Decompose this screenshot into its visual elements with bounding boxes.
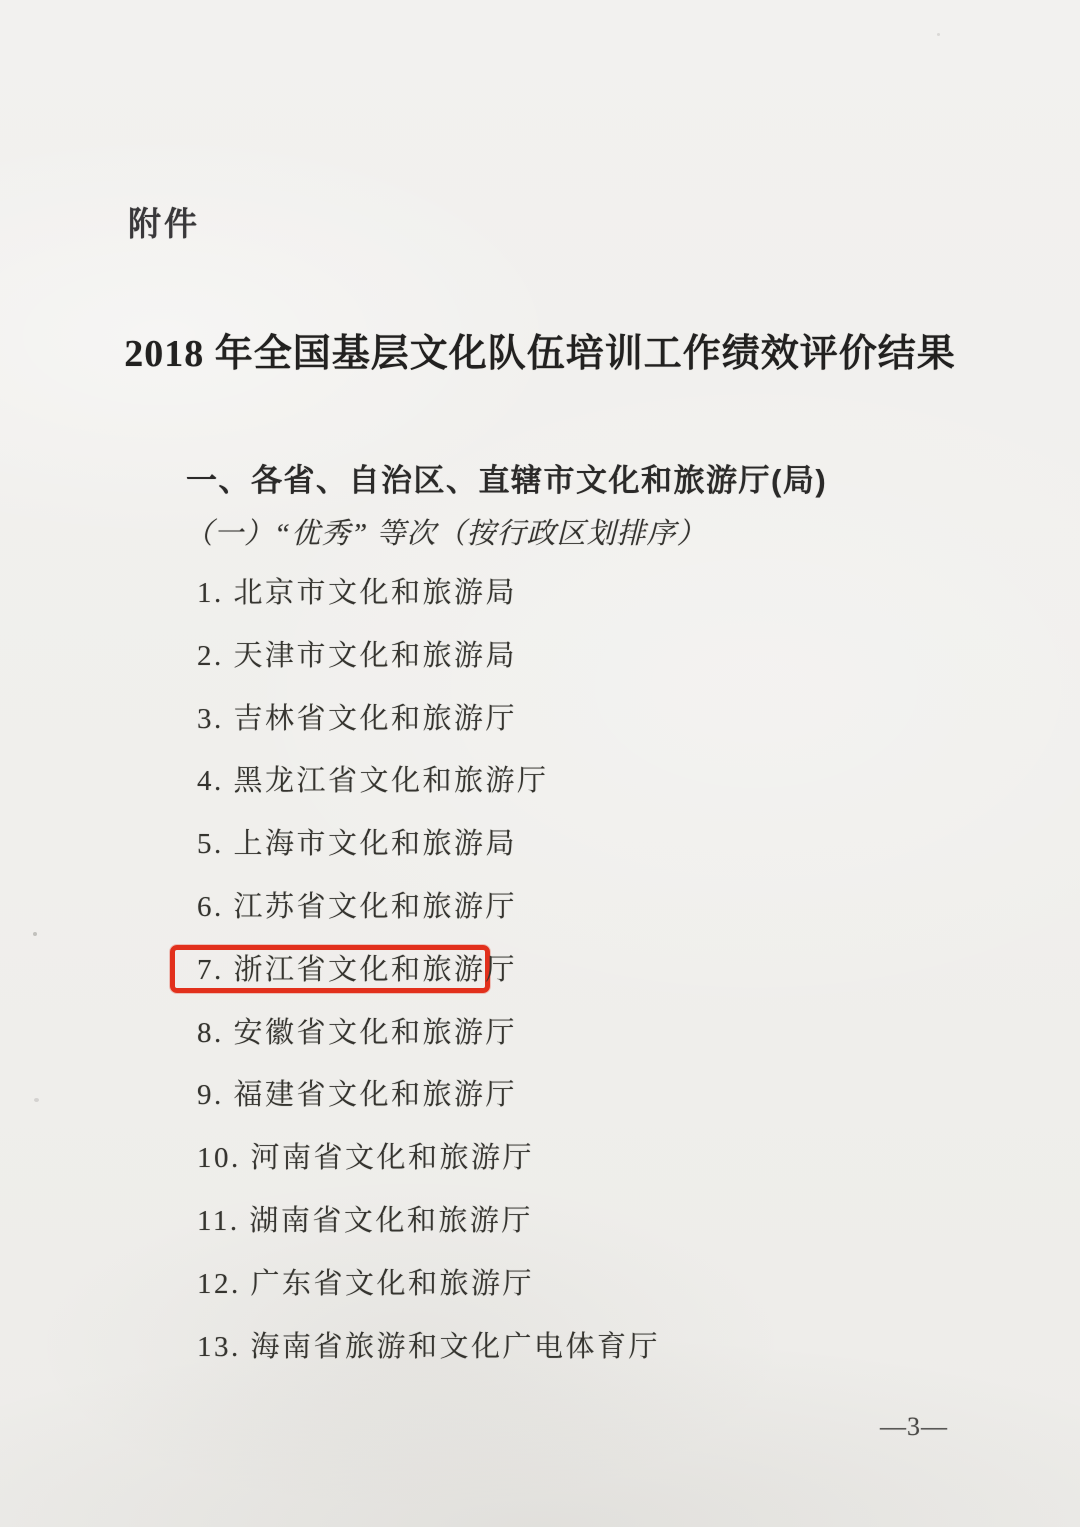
list-item-10 bbox=[197, 1143, 897, 1206]
subsection-heading: （一）“优秀” 等次（按行政区划排序） bbox=[184, 518, 707, 550]
scan-speck bbox=[937, 33, 940, 36]
list-item-text: 7. 浙江省文化和旅游厅 bbox=[197, 953, 518, 986]
list-item-2 bbox=[197, 641, 897, 704]
list-item-text: 13. 海南省旅游和文化广电体育厅 bbox=[197, 1330, 661, 1363]
list-item-7-highlighted bbox=[197, 955, 897, 1018]
attachment-label: 附件 bbox=[128, 205, 200, 242]
list-item-9 bbox=[197, 1080, 897, 1143]
list-item-text: 12. 广东省文化和旅游厅 bbox=[197, 1267, 535, 1300]
list-item-4 bbox=[197, 766, 897, 829]
document-title: 2018 年全国基层文化队伍培训工作绩效评价结果 bbox=[124, 333, 956, 375]
list-item-text: 3. 吉林省文化和旅游厅 bbox=[197, 702, 518, 735]
section-heading: 一、各省、自治区、直辖市文化和旅游厅(局) bbox=[186, 463, 828, 498]
list-item-3 bbox=[197, 704, 897, 767]
list-item-text: 11. 湖南省文化和旅游厅 bbox=[197, 1204, 533, 1237]
list-item-1 bbox=[197, 578, 897, 641]
page-number: —3— bbox=[880, 1412, 948, 1441]
list-item-text: 1. 北京市文化和旅游局 bbox=[197, 577, 518, 609]
list-item-text: 10. 河南省文化和旅游厅 bbox=[197, 1142, 535, 1175]
list-item-text: 5. 上海市文化和旅游局 bbox=[197, 828, 518, 861]
list-item-5 bbox=[197, 829, 897, 892]
list-item-8 bbox=[197, 1018, 897, 1081]
list-item-12 bbox=[197, 1269, 897, 1332]
list-item-text: 8. 安徽省文化和旅游厅 bbox=[197, 1016, 518, 1049]
list-item-text: 2. 天津市文化和旅游局 bbox=[197, 639, 518, 672]
scan-speck bbox=[33, 932, 37, 936]
list-item-text: 9. 福建省文化和旅游厅 bbox=[197, 1079, 518, 1112]
ranking-list bbox=[197, 578, 897, 1394]
list-item-6 bbox=[197, 892, 897, 955]
list-item-text: 6. 江苏省文化和旅游厅 bbox=[197, 890, 518, 923]
scan-speck bbox=[34, 1098, 39, 1102]
list-item-13 bbox=[197, 1332, 897, 1395]
list-item-11 bbox=[197, 1206, 897, 1269]
list-item-text: 4. 黑龙江省文化和旅游厅 bbox=[197, 765, 549, 798]
